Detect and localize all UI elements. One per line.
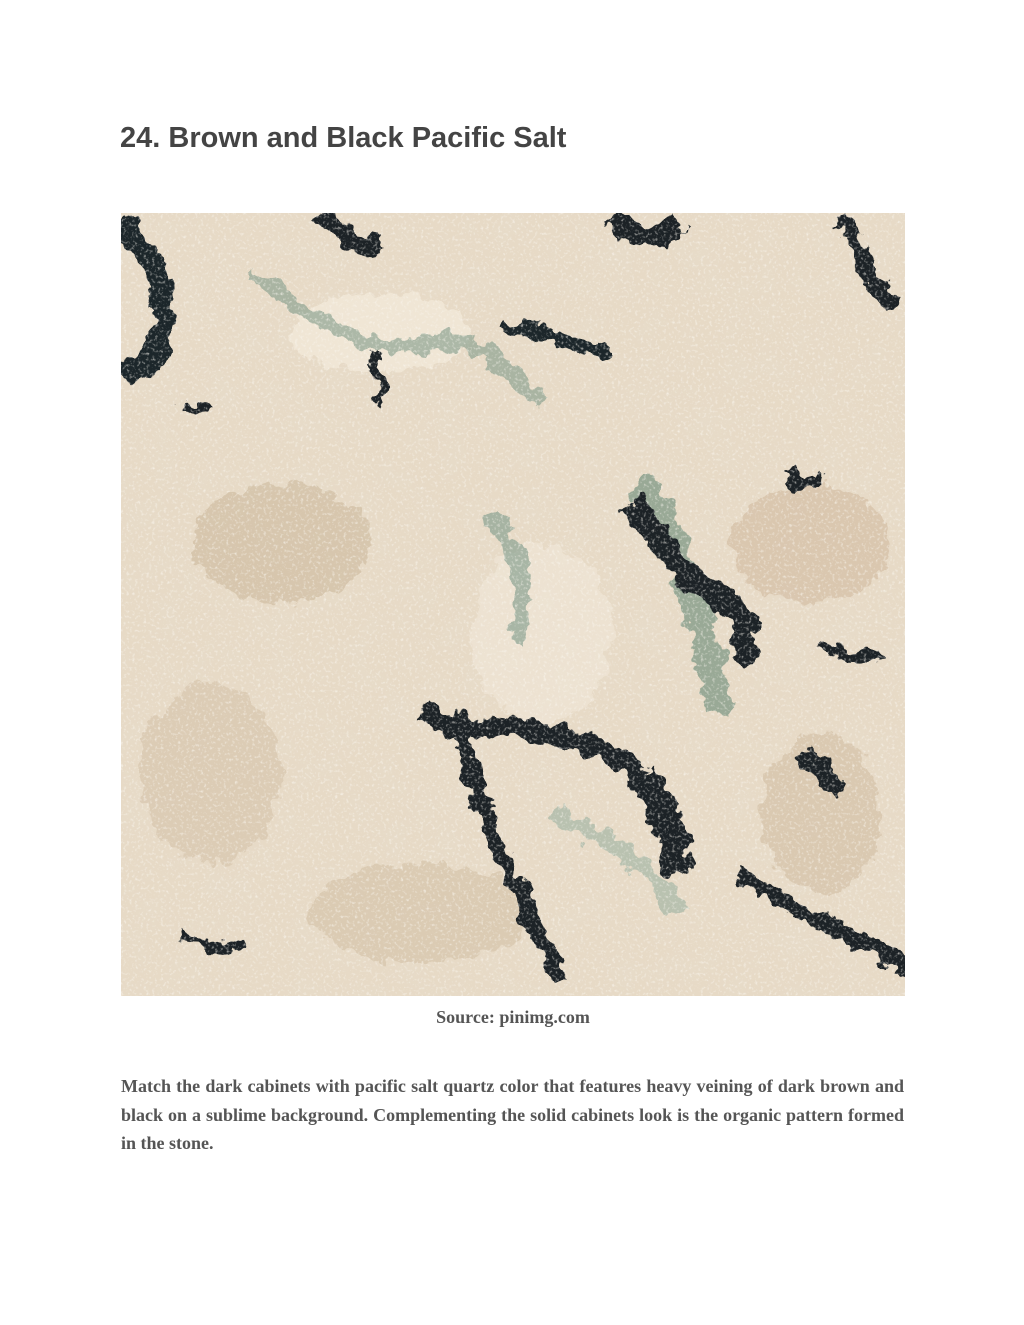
quartz-stone-image (121, 213, 905, 996)
section-heading: 24. Brown and Black Pacific Salt (120, 122, 567, 154)
image-caption: Source: pinimg.com (436, 1007, 590, 1027)
body-paragraph: Match the dark cabinets with pacific salt quartz color that features heavy veining of dark brown and black on a sublime background. Complementing the solid cabinets look is the organic pattern formed in the stone. (121, 1076, 904, 1153)
stone-texture-graphic (121, 213, 905, 996)
